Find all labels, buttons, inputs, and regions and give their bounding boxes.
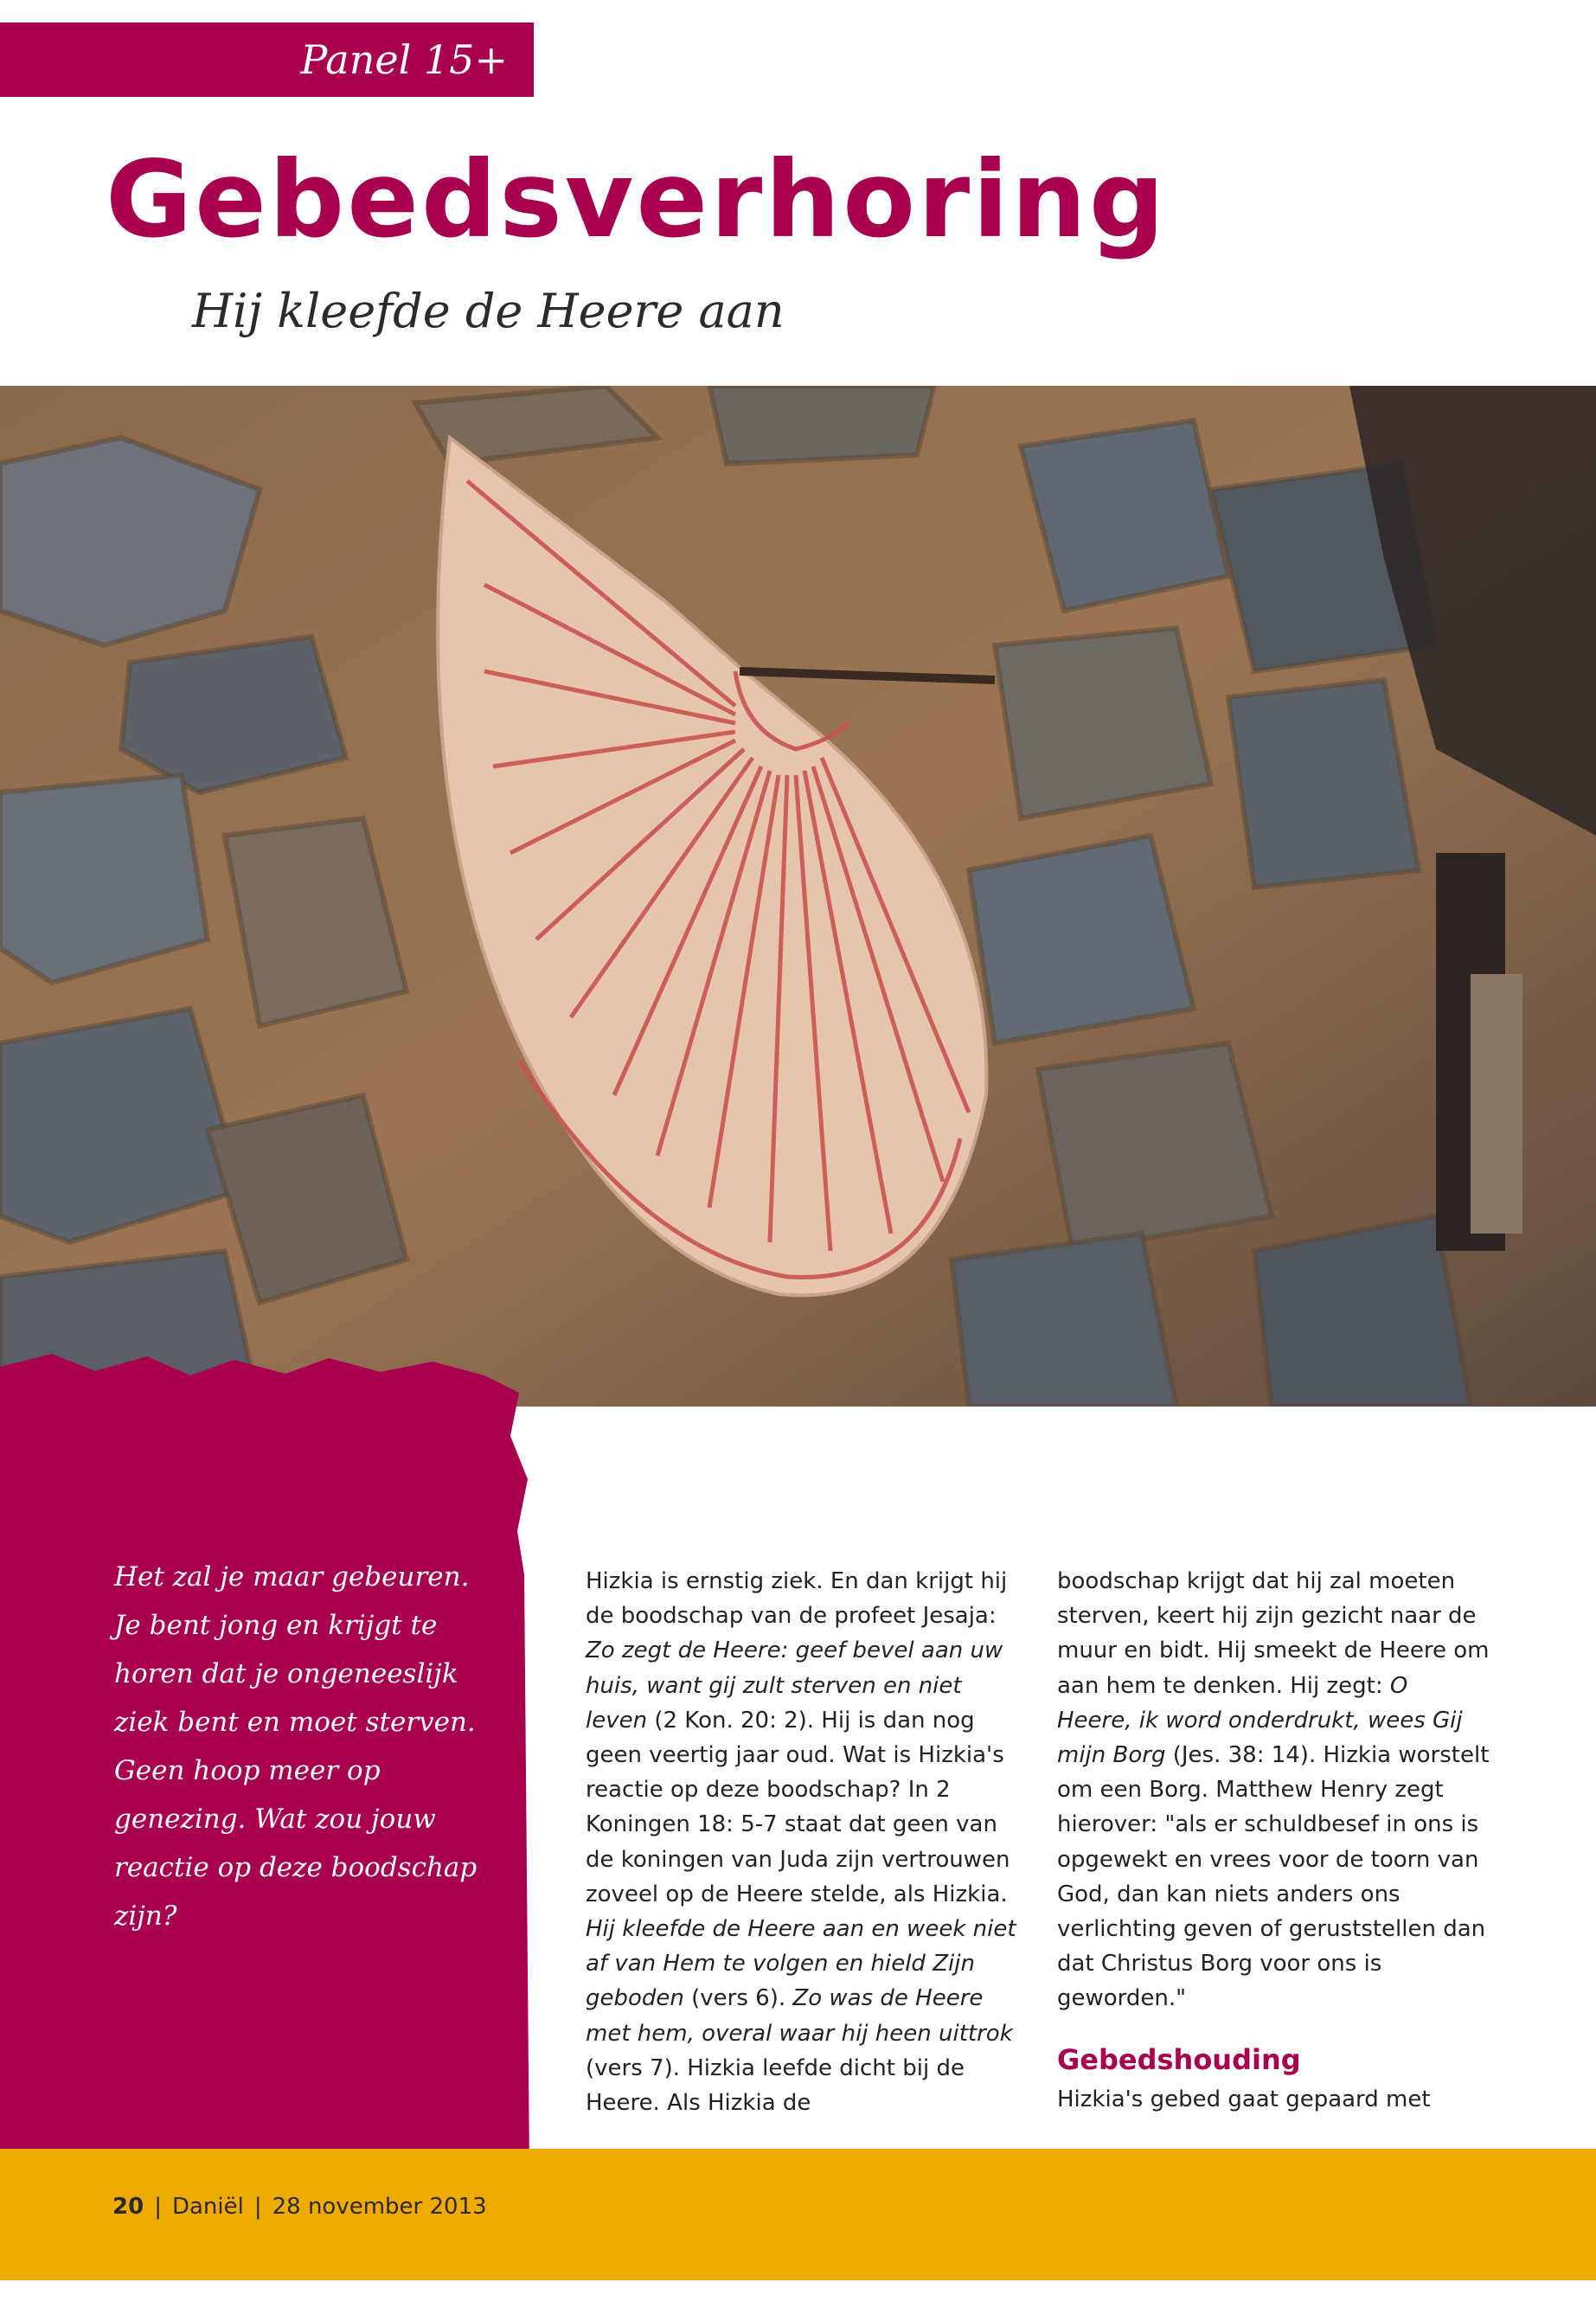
col2-run: boodschap krijgt dat hij zal moeten sterven, keert hij zijn gezicht naar de muur en bidt. Hij smeekt de Heere om aan hem te denken. Hij zegt:	[1057, 1568, 1490, 1699]
sundial-photo	[0, 386, 1596, 1407]
magazine-name: Daniël	[171, 2194, 244, 2220]
article-column-1	[586, 1564, 1018, 2120]
panel-tag: Panel 15+	[0, 22, 534, 97]
col2-run: (Jes. 38: 14). Hizkia worstelt om een Borg. Matthew Henry zegt hierover: "als er schuldbesef in ons is opgewekt en vrees voor de toorn van God, dan kan niets anders ons verlichting geven of geruststellen dan dat Christus Borg voor ons is geworden."	[1057, 1742, 1490, 2012]
col1-run: (vers 7). Hizkia leefde dicht bij de Heere. Als Hizkia de	[586, 2054, 965, 2117]
col1-run: Hij kleefde de Heere aan en week niet af van Hem te volgen en hield Zijn geboden	[586, 1916, 1016, 2012]
col1-run: Zo zegt de Heere: geef bevel aan uw huis, want gij zult sterven en niet leven	[586, 1638, 1003, 1734]
page-number: 20	[112, 2194, 144, 2220]
page-subtitle: Hij kleefde de Heere aan	[192, 284, 785, 338]
col1-run: (2 Kon. 20: 2). Hij is dan nog geen veertig jaar oud. Wat is Hizkia's reactie op deze boodschap? In 2 Koningen 18: 5-7 staat dat geen van de koningen van Juda zijn vertrouwen zoveel op de Heere stelde, als Hizkia.	[586, 1707, 1010, 1907]
issue-date: 28 november 2013	[272, 2194, 487, 2220]
col2-run: O Heere, ik word onderdrukt, wees Gij mijn Borg	[1057, 1672, 1463, 1769]
col1-run: (vers 6).	[683, 1985, 793, 2012]
intro-text: Het zal je maar gebeuren. Je bent jong en krijgt te horen dat je ongeneeslijk ziek bent en moet sterven. Geen hoop meer op genezing. Wat zou jouw reactie op deze boodschap zijn?	[114, 1561, 478, 1932]
section-text: Hizkia's gebed gaat gepaard met	[1057, 2086, 1431, 2112]
section-heading: Gebedshouding	[1057, 2043, 1301, 2076]
page-title: Gebedsverhoring	[106, 138, 1168, 261]
article-column-2	[1057, 1564, 1490, 2016]
col1-run: Zo was de Heere met hem, overal waar hij heen uittrok	[586, 1985, 1013, 2047]
col1-run: Hizkia is ernstig ziek. En dan krijgt hij de boodschap van de profeet Jesaja:	[586, 1568, 1008, 1630]
footer: 20 | Daniël | 28 november 2013	[112, 2194, 487, 2220]
